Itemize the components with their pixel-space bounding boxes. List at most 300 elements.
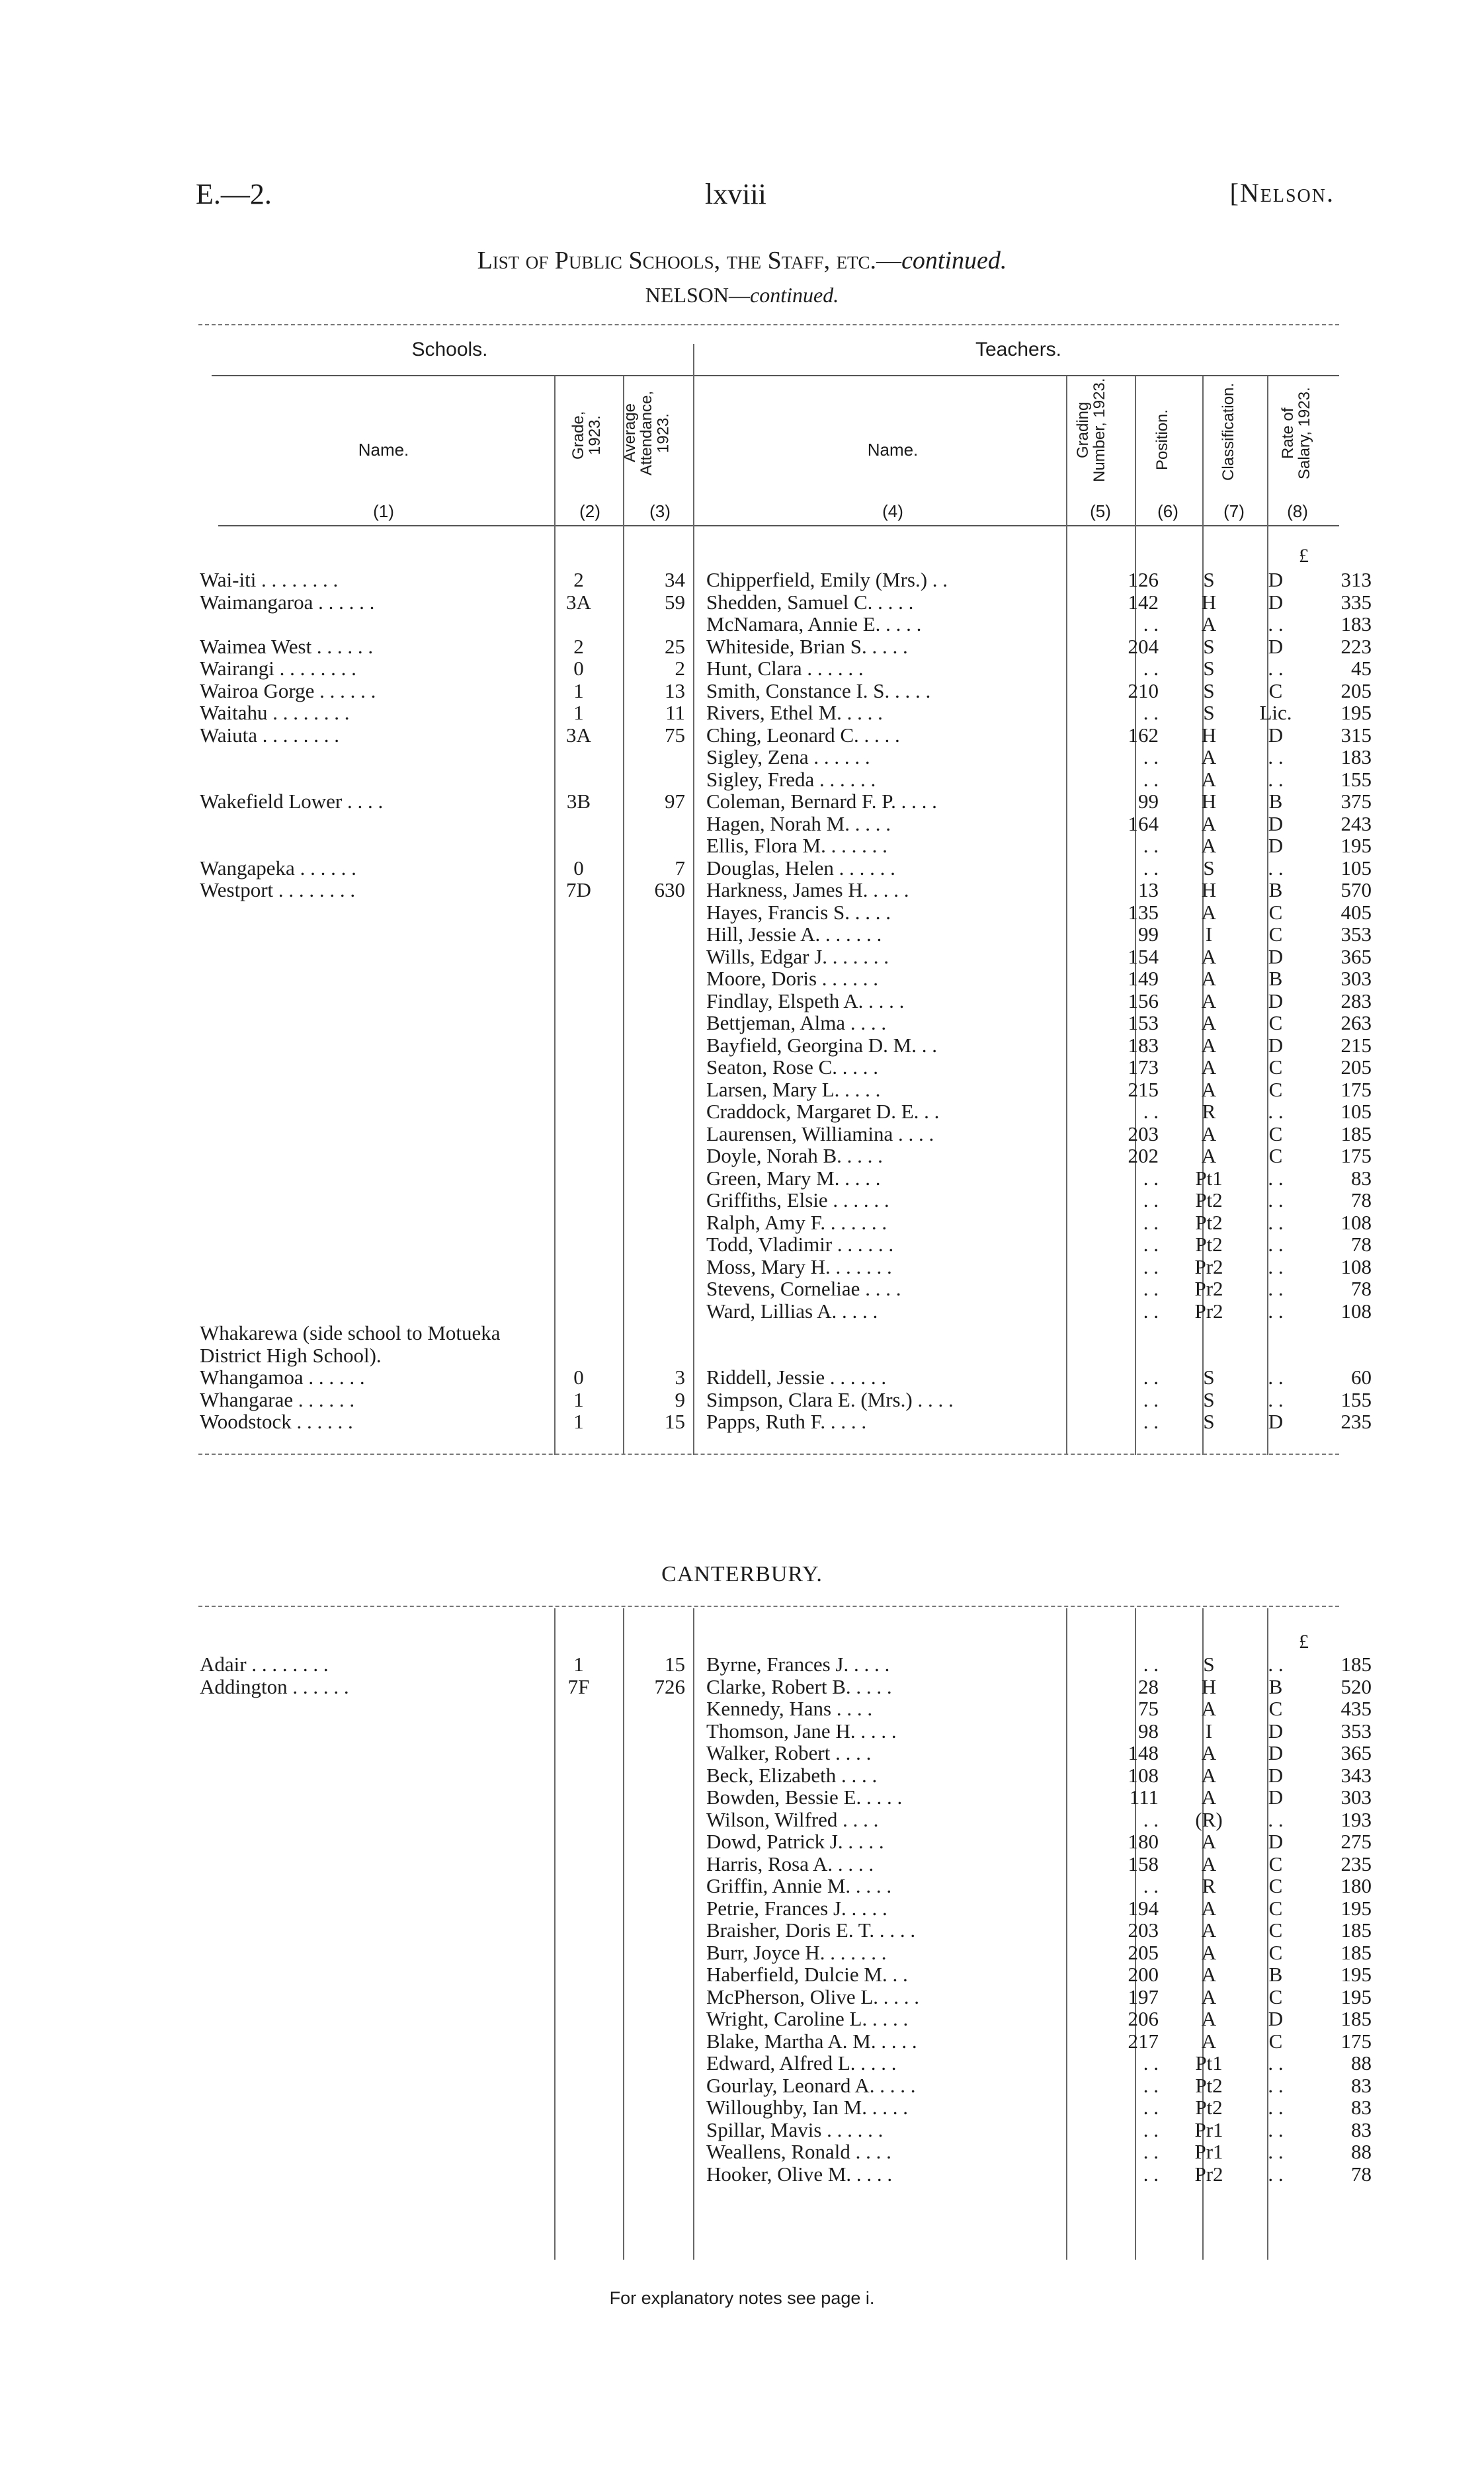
attendance-cell	[614, 1742, 696, 1764]
page-region: [Nelson.	[1229, 178, 1335, 208]
teacher-name-cell: Hunt, Clara . . . . . .	[706, 657, 864, 680]
grading-number-cell: . .	[1143, 1210, 1159, 1234]
grade-cell	[544, 1189, 614, 1212]
attendance-cell: 13	[665, 679, 685, 702]
classification-cell: C	[1268, 1896, 1283, 1920]
grade-cell	[544, 1344, 614, 1367]
table-row	[197, 879, 1374, 901]
grading-number-cell: . .	[1143, 1233, 1159, 1256]
salary-cell: 175	[1340, 1144, 1372, 1167]
teacher-name-cell: Edward, Alfred L. . . . .	[706, 2051, 897, 2075]
grading-number-cell: 99	[1138, 923, 1159, 946]
grade-cell	[544, 1786, 614, 1809]
classification-cell: . .	[1268, 767, 1284, 791]
attendance-cell: 7	[675, 856, 685, 880]
grading-number-cell: 98	[1138, 1719, 1159, 1743]
classification-cell: D	[1268, 1719, 1284, 1743]
table-row	[197, 702, 1374, 724]
classification-cell: D	[1268, 989, 1284, 1012]
table-row	[197, 967, 1374, 990]
classification-cell: B	[1268, 878, 1283, 901]
school-name-cell	[197, 1300, 544, 1323]
school-name-cell	[197, 1100, 544, 1123]
classification-heading: Classification.	[1219, 382, 1237, 481]
salary-cell: 185	[1340, 2007, 1372, 2030]
school-name-cell	[197, 746, 544, 768]
school-name-cell	[197, 967, 544, 990]
classification-cell: B	[1268, 967, 1283, 990]
classification-cell: D	[1268, 834, 1284, 857]
grading-number-cell: 204	[1128, 634, 1159, 658]
attendance-cell	[614, 2030, 696, 2053]
canterbury-heading: CANTERBURY.	[661, 1562, 823, 1586]
attendance-cell	[614, 1256, 696, 1278]
table-row	[197, 1034, 1374, 1057]
salary-cell: 235	[1340, 1410, 1372, 1433]
attendance-cell	[614, 1100, 696, 1123]
school-name-cell	[197, 1986, 544, 2008]
position-cell: A	[1201, 1144, 1217, 1167]
classification-cell: . .	[1268, 856, 1284, 880]
salary-cell: 78	[1351, 1233, 1372, 1256]
position-cell: A	[1201, 1852, 1217, 1875]
table-row	[197, 990, 1374, 1012]
school-name-cell	[197, 1853, 544, 1875]
position-cell: H	[1201, 1674, 1217, 1698]
school-name-cell	[197, 1145, 544, 1167]
classification-cell: C	[1268, 1985, 1283, 2008]
grade-cell	[544, 813, 614, 835]
table-row	[197, 1942, 1374, 1964]
attendance-cell	[614, 1034, 696, 1057]
school-name-cell	[197, 2052, 544, 2075]
table-row	[197, 813, 1374, 835]
table-row	[197, 1012, 1374, 1034]
classification-cell: . .	[1268, 2140, 1284, 2163]
grade-cell	[544, 613, 614, 636]
position-cell: Pt1	[1195, 2051, 1223, 2075]
salary-cell	[1308, 1344, 1374, 1367]
school-name-cell	[197, 835, 544, 857]
salary-cell: 243	[1340, 811, 1372, 835]
nelson-staff-table	[197, 569, 1374, 1433]
position-cell: A	[1201, 2007, 1217, 2030]
position-cell: A	[1201, 900, 1217, 924]
grade-cell	[544, 1256, 614, 1278]
position-cell: A	[1201, 1055, 1217, 1079]
position-cell: A	[1201, 1697, 1217, 1720]
position-cell: H	[1201, 723, 1217, 747]
attendance-cell: 630	[654, 878, 685, 901]
grade-cell: 3A	[566, 590, 591, 614]
classification-cell: . .	[1268, 1100, 1284, 1123]
salary-cell: 155	[1340, 1387, 1372, 1411]
school-name-cell: Whangarae . . . . . .	[200, 1387, 355, 1411]
attendance-cell	[614, 2075, 696, 2097]
school-name-cell	[197, 2096, 544, 2119]
teacher-name-cell: Findlay, Elspeth A. . . . .	[706, 989, 905, 1012]
subtitle-region: NELSON—	[645, 283, 751, 307]
grade-cell	[544, 2075, 614, 2097]
teacher-name-cell: Papps, Ruth F. . . . .	[706, 1410, 867, 1433]
salary-cell: 60	[1351, 1366, 1372, 1389]
teacher-name-cell: Petrie, Frances J. . . . .	[706, 1896, 887, 1920]
attendance-cell: 11	[665, 701, 685, 724]
school-name-cell: Waitahu . . . . . . . .	[200, 701, 350, 724]
position-cell: S	[1203, 568, 1215, 591]
page-number: lxviii	[705, 178, 766, 210]
teacher-name-cell: Stevens, Corneliae . . . .	[706, 1277, 901, 1300]
attendance-cell	[614, 2096, 696, 2119]
position-cell: Pr1	[1194, 2140, 1223, 2163]
classification-cell: C	[1268, 1697, 1283, 1720]
position-cell: A	[1201, 1830, 1217, 1853]
position-cell: A	[1201, 944, 1217, 968]
classification-cell: B	[1268, 1674, 1283, 1698]
table-row	[197, 1830, 1374, 1853]
grading-number-cell: . .	[1143, 612, 1159, 636]
position-cell: R	[1202, 1100, 1216, 1123]
table-row	[197, 1786, 1374, 1809]
attendance-cell	[614, 1942, 696, 1964]
position-cell: (R)	[1195, 1807, 1223, 1831]
position-cell: Pt2	[1195, 2096, 1223, 2119]
grade-cell	[544, 923, 614, 946]
grading-number-cell: 126	[1128, 568, 1159, 591]
position-cell: A	[1201, 1033, 1217, 1057]
salary-cell: 88	[1351, 2140, 1372, 2163]
classification-cell: . .	[1268, 1255, 1284, 1278]
attendance-cell	[614, 1300, 696, 1323]
salary-cell: 223	[1340, 634, 1372, 658]
classification-cell	[1243, 1344, 1308, 1367]
col-number-6: (6)	[1157, 501, 1178, 521]
grade-heading: Grade, 1923.	[569, 411, 604, 460]
teacher-name-cell: Smith, Constance I. S. . . . .	[706, 679, 931, 702]
salary-cell: 83	[1351, 2096, 1372, 2119]
grade-cell	[544, 1034, 614, 1057]
attendance-cell: 34	[665, 568, 685, 591]
attendance-cell	[614, 901, 696, 924]
position-cell: A	[1201, 1985, 1217, 2008]
teacher-name-cell: Doyle, Norah B. . . . .	[706, 1144, 883, 1167]
school-name-cell: Waimangaroa . . . . . .	[200, 590, 375, 614]
teacher-name-cell: Beck, Elizabeth . . . .	[706, 1763, 878, 1787]
teacher-name-cell: Riddell, Jessie . . . . . .	[706, 1366, 887, 1389]
classification-cell: . .	[1268, 1807, 1284, 1831]
teacher-name-cell: Bayfield, Georgina D. M. . .	[706, 1033, 937, 1057]
salary-cell: 263	[1340, 1011, 1372, 1034]
table-row	[197, 1100, 1374, 1123]
school-name-cell	[197, 2008, 544, 2030]
salary-cell: 78	[1351, 1277, 1372, 1300]
grading-number-cell: . .	[1143, 2051, 1159, 2075]
col-number-2: (2)	[579, 501, 600, 521]
attendance-cell	[614, 1189, 696, 1212]
attendance-cell: 59	[665, 590, 685, 614]
position-cell: Pr1	[1194, 2118, 1223, 2141]
table-row	[197, 2052, 1374, 2075]
attendance-heading: Average Attendance, 1923.	[621, 390, 673, 476]
grade-cell: 3B	[566, 790, 591, 813]
teacher-name-cell: Moore, Doris . . . . . .	[706, 967, 879, 990]
teacher-name-cell: Ellis, Flora M. . . . . . .	[706, 834, 887, 857]
teacher-name-cell: Laurensen, Williamina . . . .	[706, 1122, 934, 1145]
grading-number-cell: 148	[1128, 1741, 1159, 1764]
salary-cell: 193	[1340, 1807, 1372, 1831]
teacher-name-cell: Hayes, Francis S. . . . .	[706, 900, 891, 924]
grading-number-cell: . .	[1143, 1653, 1159, 1676]
position-cell: S	[1203, 1387, 1215, 1411]
position-cell: A	[1201, 2029, 1217, 2053]
grading-number-cell: . .	[1143, 834, 1159, 857]
table-row	[197, 1411, 1374, 1433]
grading-number-cell: 183	[1128, 1033, 1159, 1057]
grade-cell: 1	[573, 679, 584, 702]
attendance-cell	[614, 946, 696, 968]
position-cell: S	[1203, 679, 1215, 702]
grading-number-cell: . .	[1143, 1807, 1159, 1831]
teacher-name-cell: Seaton, Rose C. . . . .	[706, 1055, 879, 1079]
grading-number-cell: . .	[1143, 657, 1159, 680]
classification-cell: D	[1268, 944, 1284, 968]
grade-cell: 2	[573, 568, 584, 591]
attendance-cell	[614, 2052, 696, 2075]
classification-cell: . .	[1268, 745, 1284, 768]
grade-cell	[544, 1986, 614, 2008]
teacher-name-cell: Griffiths, Elsie . . . . . .	[706, 1188, 889, 1212]
salary-cell: 183	[1340, 612, 1372, 636]
classification-cell: . .	[1268, 1366, 1284, 1389]
attendance-cell	[614, 2119, 696, 2141]
attendance-cell	[614, 1079, 696, 1101]
grade-cell	[544, 1963, 614, 1986]
school-name-cell: Waiuta . . . . . . . .	[200, 723, 340, 747]
attendance-cell	[614, 1853, 696, 1875]
school-name-cell	[197, 1056, 544, 1079]
school-name-cell	[197, 1919, 544, 1942]
school-name-cell	[197, 2075, 544, 2097]
grade-cell	[544, 990, 614, 1012]
footer-note: For explanatory notes see page i.	[609, 2288, 875, 2308]
teacher-name-cell: McPherson, Olive L. . . . .	[706, 1985, 920, 2008]
table-row	[197, 657, 1374, 680]
school-name-cell	[197, 1167, 544, 1190]
teacher-name-cell: Thomson, Jane H. . . . .	[706, 1719, 897, 1743]
position-cell: Pr2	[1194, 1299, 1223, 1323]
classification-cell: D	[1268, 1830, 1284, 1853]
grade-cell	[544, 946, 614, 968]
classification-cell: . .	[1268, 1166, 1284, 1190]
table-row	[197, 1233, 1374, 1256]
classification-cell: D	[1268, 634, 1284, 658]
salary-heading: Rate of Salary, 1923.	[1279, 387, 1314, 479]
grade-cell	[544, 2030, 614, 2053]
attendance-cell	[614, 1278, 696, 1300]
position-cell: H	[1201, 790, 1217, 813]
salary-cell: 45	[1351, 657, 1372, 680]
table-row	[197, 2008, 1374, 2030]
classification-cell: C	[1268, 1144, 1283, 1167]
school-name-cell	[197, 1830, 544, 1853]
teacher-name-cell: Walker, Robert . . . .	[706, 1741, 872, 1764]
table-row	[197, 1720, 1374, 1743]
grade-cell: 1	[573, 701, 584, 724]
classification-cell: . .	[1268, 1653, 1284, 1676]
teacher-name-cell: Wright, Caroline L. . . . .	[706, 2007, 909, 2030]
salary-cell: 175	[1340, 1077, 1372, 1101]
classification-cell: B	[1268, 790, 1283, 813]
classification-cell: . .	[1268, 1210, 1284, 1234]
school-name-cell	[197, 1278, 544, 1300]
school-name-cell	[197, 1256, 544, 1278]
attendance-cell: 15	[665, 1410, 685, 1433]
classification-cell: C	[1268, 2029, 1283, 2053]
grading-number-cell: 149	[1128, 967, 1159, 990]
grading-number-cell	[1087, 1322, 1175, 1344]
col-number-3: (3)	[649, 501, 671, 521]
school-name-cell: Woodstock . . . . . .	[200, 1410, 353, 1433]
position-cell: Pr2	[1194, 2162, 1223, 2186]
salary-cell: 365	[1340, 1741, 1372, 1764]
table-row	[197, 1056, 1374, 1079]
classification-cell: D	[1268, 723, 1284, 747]
teacher-name-cell: Ralph, Amy F. . . . . . .	[706, 1210, 887, 1234]
attendance-cell	[614, 813, 696, 835]
grade-cell	[544, 967, 614, 990]
salary-cell: 365	[1340, 944, 1372, 968]
classification-cell: D	[1268, 568, 1284, 591]
grade-cell	[544, 1012, 614, 1034]
col-number-8: (8)	[1287, 501, 1308, 521]
classification-cell: C	[1268, 900, 1283, 924]
nelson-table-end-rule	[198, 1454, 1339, 1455]
grading-number-cell: . .	[1143, 1387, 1159, 1411]
school-name-cell	[197, 2030, 544, 2053]
school-name-cell	[197, 1123, 544, 1145]
salary-cell: 195	[1340, 834, 1372, 857]
grading-number-cell	[1087, 1344, 1175, 1367]
teacher-name-cell: Kennedy, Hans . . . .	[706, 1697, 873, 1720]
classification-cell: . .	[1268, 2073, 1284, 2097]
classification-cell: C	[1268, 1852, 1283, 1875]
position-cell: I	[1205, 923, 1213, 946]
position-cell: Pt1	[1195, 1166, 1223, 1190]
attendance-cell	[614, 1786, 696, 1809]
attendance-cell	[614, 2163, 696, 2186]
teacher-name-cell: Wills, Edgar J. . . . . . .	[706, 944, 889, 968]
table-row	[197, 1897, 1374, 1920]
subtitle-continued: continued.	[750, 283, 839, 307]
school-name-cell	[197, 2119, 544, 2141]
salary-cell	[1308, 1322, 1374, 1344]
table-row	[197, 2096, 1374, 2119]
school-name-cell	[197, 990, 544, 1012]
classification-cell: . .	[1268, 1233, 1284, 1256]
teacher-name-cell: Hill, Jessie A. . . . . . .	[706, 923, 882, 946]
school-name-cell: Waimea West . . . . . .	[200, 634, 374, 658]
classification-cell: D	[1268, 2007, 1284, 2030]
teacher-name-cell: Moss, Mary H. . . . . . .	[706, 1255, 892, 1278]
position-cell: S	[1203, 657, 1215, 680]
attendance-cell	[614, 990, 696, 1012]
classification-cell: D	[1268, 590, 1284, 614]
grade-cell: 0	[573, 856, 584, 880]
currency-symbol-nelson: £	[1299, 545, 1309, 567]
teacher-name-cell: Simpson, Clara E. (Mrs.) . . . .	[706, 1387, 954, 1411]
table-row	[197, 1653, 1374, 1676]
position-cell: A	[1201, 1918, 1217, 1942]
attendance-cell	[614, 1344, 696, 1367]
table-row	[197, 1145, 1374, 1167]
salary-cell: 175	[1340, 2029, 1372, 2053]
position-cell: Pt2	[1195, 1233, 1223, 1256]
classification-cell: . .	[1268, 2162, 1284, 2186]
grade-cell	[544, 2096, 614, 2119]
position-cell	[1175, 1344, 1243, 1367]
attendance-cell	[614, 1233, 696, 1256]
position-cell: A	[1201, 1011, 1217, 1034]
grade-cell	[544, 1720, 614, 1743]
position-cell: Pt2	[1195, 2073, 1223, 2097]
grading-number-cell: 135	[1128, 900, 1159, 924]
teacher-name-cell: Burr, Joyce H. . . . . . .	[706, 1940, 887, 1964]
classification-cell: D	[1268, 1033, 1284, 1057]
classification-cell: . .	[1268, 1387, 1284, 1411]
grading-number-cell: . .	[1143, 1100, 1159, 1123]
grade-cell	[544, 1698, 614, 1720]
grading-number-cell: 75	[1138, 1697, 1159, 1720]
grading-number-cell: . .	[1143, 2118, 1159, 2141]
attendance-cell	[614, 1875, 696, 1897]
attendance-cell: 15	[665, 1653, 685, 1676]
attendance-cell	[614, 1720, 696, 1743]
position-cell: I	[1205, 1719, 1213, 1743]
salary-cell: 105	[1340, 856, 1372, 880]
position-cell: Pt2	[1195, 1210, 1223, 1234]
school-name-cell	[197, 1897, 544, 1920]
teacher-name-cell: McNamara, Annie E. . . . .	[706, 612, 922, 636]
teacher-name-cell: Dowd, Patrick J. . . . .	[706, 1830, 884, 1853]
school-name-cell	[197, 1012, 544, 1034]
teacher-name-cell: Haberfield, Dulcie M. . .	[706, 1963, 908, 1986]
table-row	[197, 857, 1374, 880]
table-row	[197, 1189, 1374, 1212]
teacher-name-cell: Willoughby, Ian M. . . . .	[706, 2096, 908, 2119]
teacher-name-cell: Green, Mary M. . . . .	[706, 1166, 881, 1190]
grade-cell	[544, 2052, 614, 2075]
position-cell: Pt2	[1195, 1188, 1223, 1212]
grading-number-cell: 203	[1128, 1122, 1159, 1145]
table-row	[197, 790, 1374, 813]
grading-number-cell: . .	[1143, 1410, 1159, 1433]
grade-cell	[544, 1167, 614, 1190]
grade-cell	[544, 1919, 614, 1942]
school-name-cell	[197, 1720, 544, 1743]
teacher-name-cell: Shedden, Samuel C. . . . .	[706, 590, 914, 614]
table-row	[197, 636, 1374, 658]
classification-cell: C	[1268, 1918, 1283, 1942]
salary-cell: 108	[1340, 1210, 1372, 1234]
grading-number-cell: 203	[1128, 1918, 1159, 1942]
salary-cell: 195	[1340, 701, 1372, 724]
teacher-name-cell: Blake, Martha A. M. . . . .	[706, 2029, 917, 2053]
school-name-cell	[197, 1079, 544, 1101]
table-row	[197, 1676, 1374, 1698]
grade-cell	[544, 1123, 614, 1145]
grade-cell	[544, 1300, 614, 1323]
grading-number-cell: 158	[1128, 1852, 1159, 1875]
